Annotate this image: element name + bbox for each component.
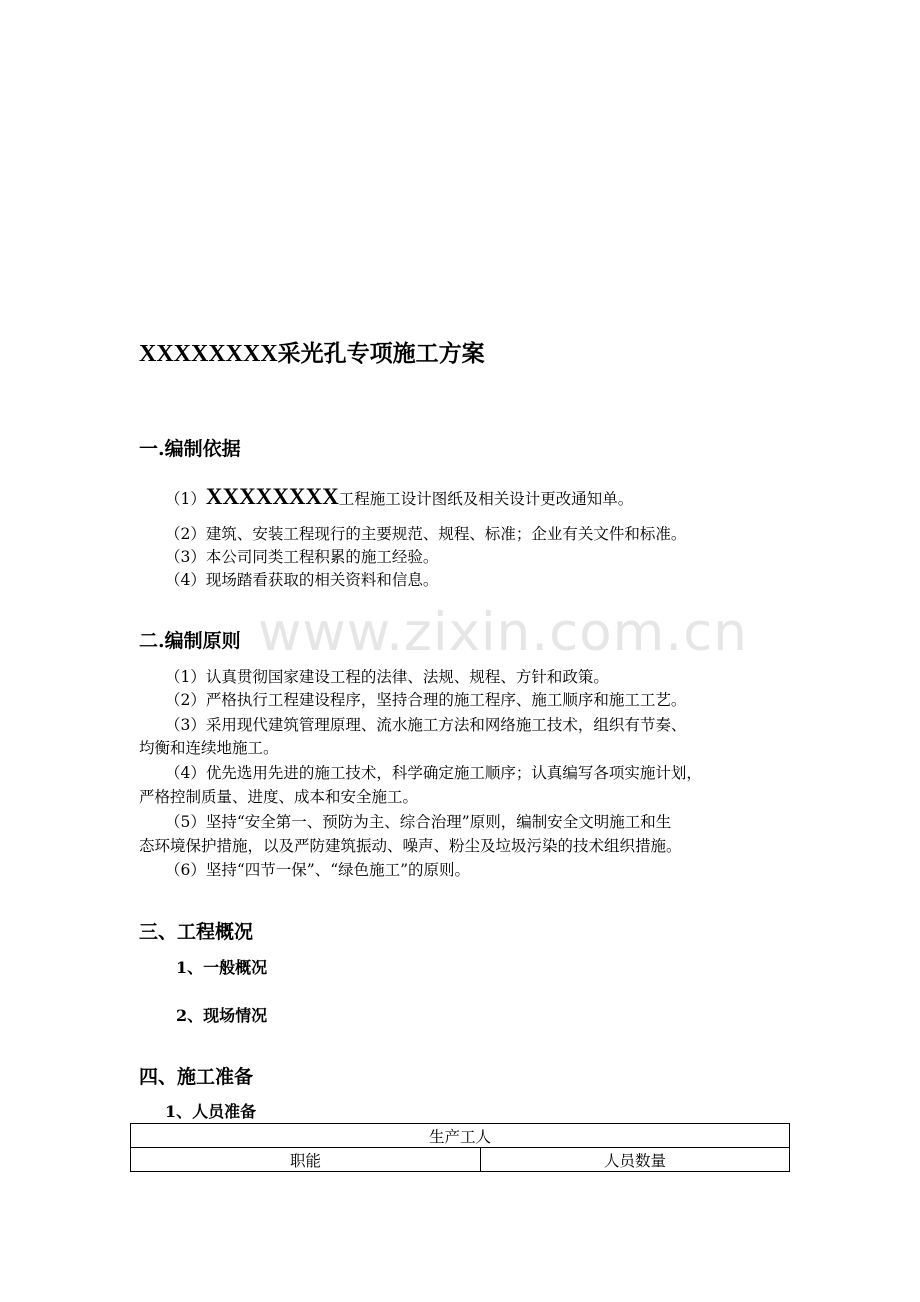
title-project-code: XXXXXXXX <box>139 341 278 367</box>
section-3-heading: 三、工程概况 <box>139 921 254 943</box>
principle-line: （2）严格执行工程建设程序，坚持合理的施工程序、施工顺序和施工工艺。 <box>165 691 687 709</box>
section-4-heading: 四、施工准备 <box>139 1066 254 1088</box>
staff-table <box>130 1123 790 1172</box>
principle-line: 均衡和连续地施工。 <box>139 739 279 757</box>
section-2-heading: 二.编制原则 <box>139 630 241 652</box>
table-header-function: 职能 <box>131 1148 481 1172</box>
section-1-heading: 一.编制依据 <box>139 438 241 460</box>
principle-line: （5）坚持“安全第一、预防为主、综合治理”原则，编制安全文明施工和生 <box>165 813 672 831</box>
table-row <box>131 1124 790 1148</box>
principle-line: （6）坚持“四节一保”、“绿色施工”的原则。 <box>165 861 471 879</box>
basis-item-1 <box>165 485 633 511</box>
table-caption-cell: 生产工人 <box>131 1124 790 1148</box>
basis-item-1-text: 工程施工设计图纸及相关设计更改通知单。 <box>338 490 634 508</box>
section-4-subheading-1: 1、人员准备 <box>165 1102 257 1121</box>
basis-item-2: （2）建筑、安装工程现行的主要规范、规程、标准；企业有关文件和标准。 <box>165 525 687 543</box>
basis-item-4: （4）现场踏看获取的相关资料和信息。 <box>165 571 439 589</box>
document-title <box>139 337 485 371</box>
basis-item-1-code: XXXXXXXX <box>205 484 339 509</box>
section-3-subheading-1: 1、一般概况 <box>176 958 268 977</box>
basis-item-1-number: （1） <box>165 490 206 508</box>
principle-line: 严格控制质量、进度、成本和安全施工。 <box>139 788 419 806</box>
section-3-subheading-2: 2、现场情况 <box>176 1006 268 1025</box>
title-text: 采光孔专项施工方案 <box>277 340 485 367</box>
principle-line: （3）采用现代建筑管理原理、流水施工方法和网络施工技术，组织有节奏、 <box>165 716 687 734</box>
table-row <box>131 1148 790 1172</box>
watermark: www.zixin.com.cn <box>258 602 748 663</box>
table-header-headcount: 人员数量 <box>481 1148 790 1172</box>
basis-item-3: （3）本公司同类工程积累的施工经验。 <box>165 548 439 566</box>
principle-line: （1）认真贯彻国家建设工程的法律、法规、规程、方针和政策。 <box>165 668 609 686</box>
principle-line: 态环境保护措施，以及严防建筑振动、噪声、粉尘及垃圾污染的技术组织措施。 <box>139 837 682 855</box>
principle-line: （4）优先选用先进的施工技术，科学确定施工顺序；认真编写各项实施计划， <box>165 764 702 782</box>
